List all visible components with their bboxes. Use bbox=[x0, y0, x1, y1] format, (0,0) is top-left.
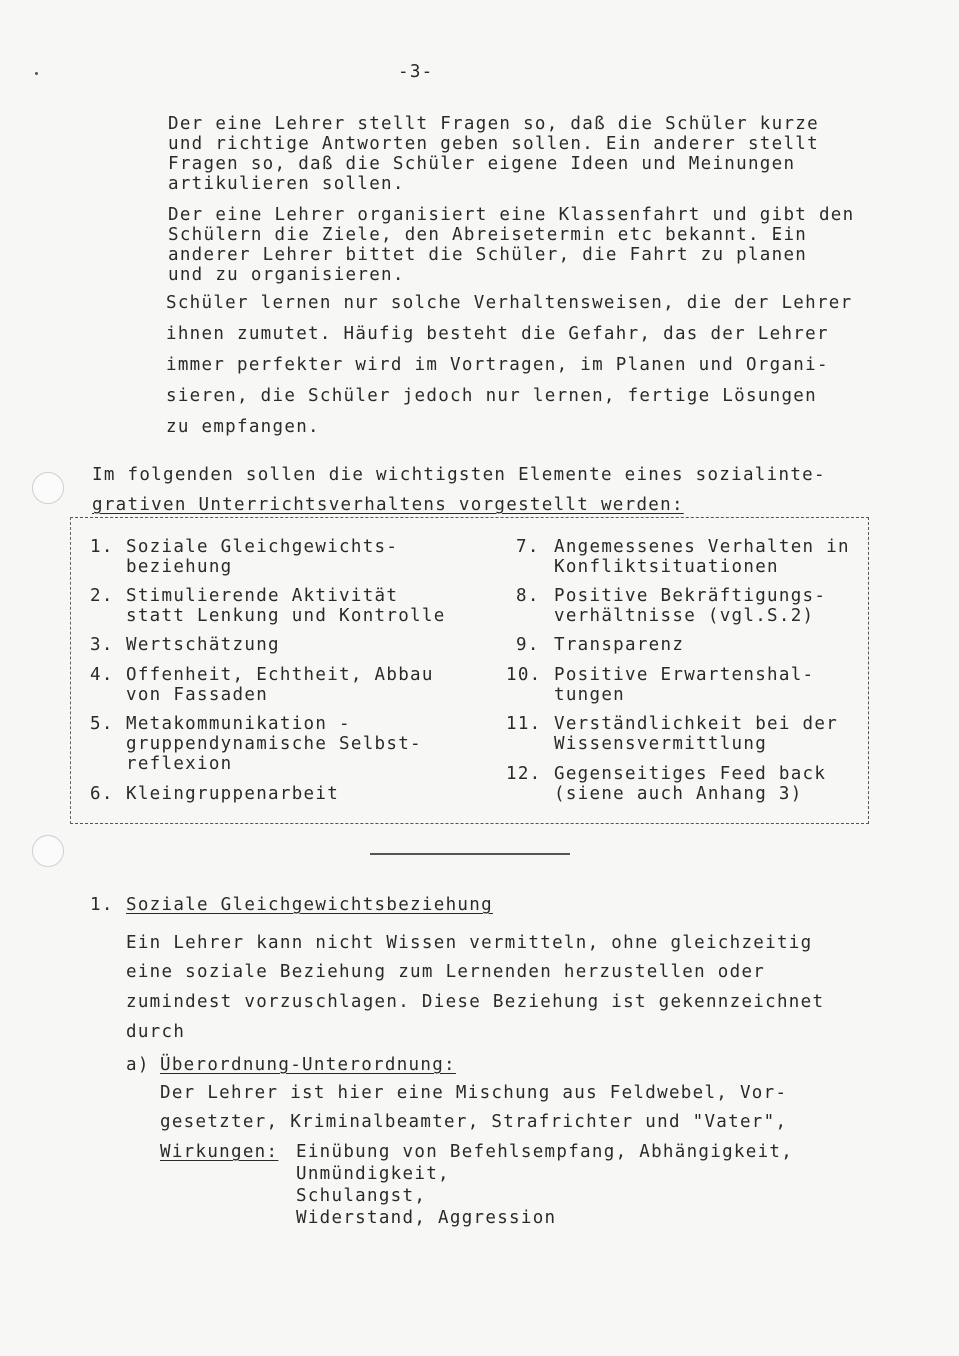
list-number: 4. bbox=[90, 665, 114, 685]
list-item-text: reflexion bbox=[126, 754, 233, 774]
list-item-text: Wertschätzung bbox=[126, 635, 280, 655]
list-number: 8. bbox=[516, 586, 540, 606]
list-item-text: Soziale Gleichgewichts- bbox=[126, 537, 399, 557]
list-item-text: Offenheit, Echtheit, Abbau bbox=[126, 665, 434, 685]
text-line: gesetzter, Kriminalbeamter, Strafrichter und "Vater", bbox=[160, 1112, 788, 1132]
text-line: grativen Unterrichtsverhaltens vorgestellt werden: bbox=[92, 495, 684, 515]
effects-line: Einübung von Befehlsempfang, Abhängigkeit, bbox=[296, 1142, 794, 1162]
sub-title: Überordnung-Unterordnung: bbox=[160, 1055, 456, 1075]
text-line: Der Lehrer ist hier eine Mischung aus Feldwebel, Vor- bbox=[160, 1083, 788, 1103]
list-item-text: Wissensvermittlung bbox=[554, 734, 768, 754]
list-item-text: gruppendynamische Selbst- bbox=[126, 734, 422, 754]
list-item-text: Positive Bekräftigungs- bbox=[554, 586, 827, 606]
list-number: 12. bbox=[506, 764, 542, 784]
text-line: Der eine Lehrer stellt Fragen so, daß die Schüler kurze bbox=[168, 114, 819, 134]
text-line: Der eine Lehrer organisiert eine Klassenfahrt und gibt den bbox=[168, 205, 855, 225]
effects-line: Widerstand, Aggression bbox=[296, 1208, 557, 1228]
list-item-text: Kleingruppenarbeit bbox=[126, 784, 340, 804]
text-line: immer perfekter wird im Vortragen, im Planen und Organi- bbox=[166, 355, 829, 375]
list-item-text: Metakommunikation - bbox=[126, 714, 351, 734]
list-item-text: von Fassaden bbox=[126, 685, 269, 705]
list-item-text: Transparenz bbox=[554, 635, 685, 655]
separator-rule bbox=[370, 853, 570, 855]
list-number: 11. bbox=[506, 714, 542, 734]
list-number: 1. bbox=[90, 537, 114, 557]
text-line: durch bbox=[126, 1022, 186, 1042]
section-number: 1. bbox=[90, 895, 114, 915]
section-title: Soziale Gleichgewichtsbeziehung bbox=[126, 895, 493, 915]
text-line: Schüler lernen nur solche Verhaltensweisen, die der Lehrer bbox=[166, 293, 853, 313]
list-number: 10. bbox=[506, 665, 542, 685]
list-number: 7. bbox=[516, 537, 540, 557]
list-item-text: Positive Erwartenshal- bbox=[554, 665, 815, 685]
text-line: artikulieren sollen. bbox=[168, 174, 405, 194]
list-item-text: Konfliktsituationen bbox=[554, 557, 779, 577]
text-line: eine soziale Beziehung zum Lernenden herzustellen oder bbox=[126, 962, 766, 982]
list-item-text: Stimulierende Aktivität bbox=[126, 586, 399, 606]
punch-hole-top bbox=[32, 472, 64, 504]
list-number: 3. bbox=[90, 635, 114, 655]
list-item-text: Gegenseitiges Feed back bbox=[554, 764, 827, 784]
text-line: und zu organisieren. bbox=[168, 265, 405, 285]
text-line: anderer Lehrer bittet die Schüler, die Fahrt zu planen bbox=[168, 245, 808, 265]
effects-label: Wirkungen: bbox=[160, 1142, 279, 1162]
list-number: 6. bbox=[90, 784, 114, 804]
list-item-text: tungen bbox=[554, 685, 626, 705]
list-number: 9. bbox=[516, 635, 540, 655]
text-line: Fragen so, daß die Schüler eigene Ideen und Meinungen bbox=[168, 154, 796, 174]
text-line: zu empfangen. bbox=[166, 417, 320, 437]
list-item-text: beziehung bbox=[126, 557, 233, 577]
list-item-text: (siene auch Anhang 3) bbox=[554, 784, 803, 804]
sub-label: a) bbox=[126, 1055, 150, 1075]
list-item-text: Angemessenes Verhalten in bbox=[554, 537, 850, 557]
page-number: -3- bbox=[398, 62, 434, 82]
list-number: 5. bbox=[90, 714, 114, 734]
effects-line: Schulangst, bbox=[296, 1186, 427, 1206]
punch-hole-bottom bbox=[32, 835, 64, 867]
text-line: ihnen zumutet. Häufig besteht die Gefahr, das der Lehrer bbox=[166, 324, 829, 344]
list-item-text: Verständlichkeit bei der bbox=[554, 714, 839, 734]
text-line: und richtige Antworten geben sollen. Ein anderer stellt bbox=[168, 134, 819, 154]
text-line: Im folgenden sollen die wichtigsten Elemente eines sozialinte- bbox=[92, 465, 826, 485]
margin-speck bbox=[35, 72, 38, 75]
text-line: sieren, die Schüler jedoch nur lernen, fertige Lösungen bbox=[166, 386, 817, 406]
list-item-text: statt Lenkung und Kontrolle bbox=[126, 606, 446, 626]
text-line: Ein Lehrer kann nicht Wissen vermitteln, ohne gleichzeitig bbox=[126, 933, 813, 953]
list-item-text: verhältnisse (vgl.S.2) bbox=[554, 606, 815, 626]
effects-line: Unmündigkeit, bbox=[296, 1164, 450, 1184]
text-line: zumindest vorzuschlagen. Diese Beziehung ist gekennzeichnet bbox=[126, 992, 825, 1012]
text-line: Schülern die Ziele, den Abreisetermin etc bekannt. Ein bbox=[168, 225, 808, 245]
list-number: 2. bbox=[90, 586, 114, 606]
